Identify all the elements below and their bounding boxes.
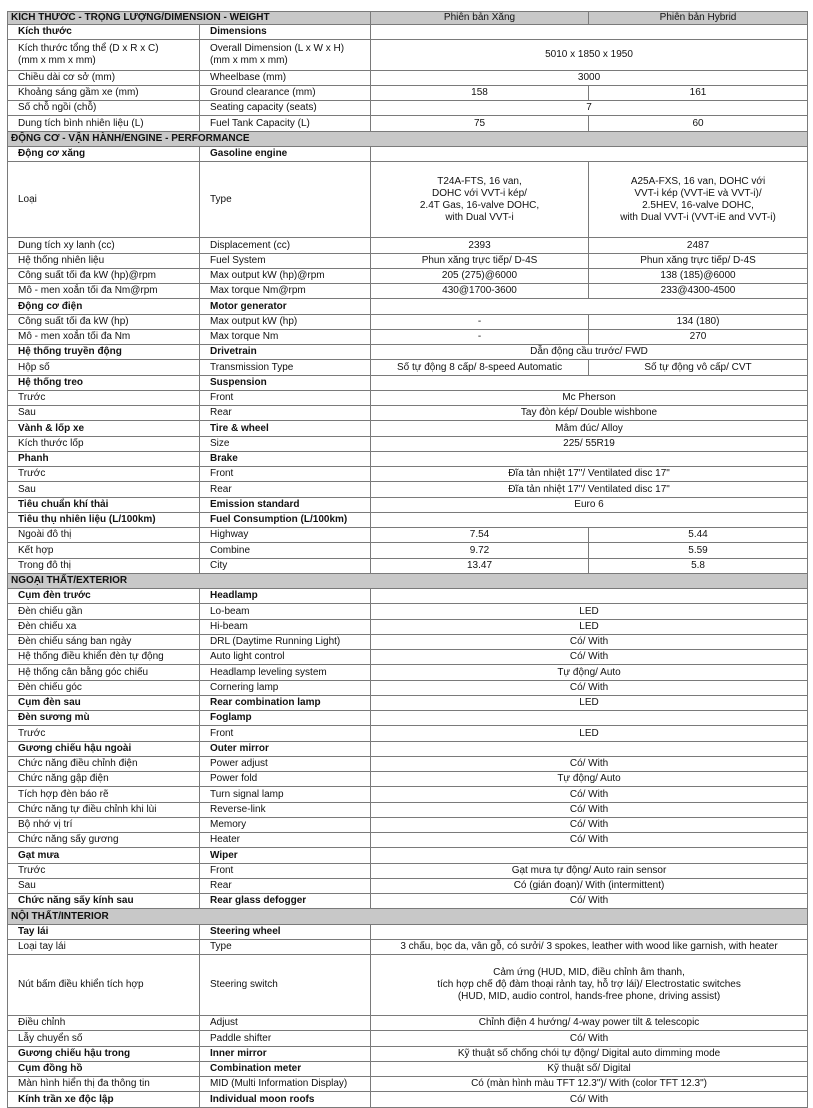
label-english: Adjust <box>200 1016 371 1031</box>
label-vietnamese: Cụm đèn trước <box>8 589 200 604</box>
label-english: Max torque Nm@rpm <box>200 284 371 299</box>
label-vietnamese: Sau <box>8 878 200 893</box>
value-empty <box>371 711 808 726</box>
label-vietnamese: Hệ thống cân bằng góc chiếu <box>8 665 200 680</box>
label-vietnamese: Kết hợp <box>8 543 200 558</box>
value-gasoline: 158 <box>371 85 589 100</box>
value-empty <box>371 848 808 863</box>
label-english: Fuel Consumption (L/100km) <box>200 512 371 527</box>
section-header-row <box>8 573 808 588</box>
spec-row <box>8 1016 808 1031</box>
label-english: MID (Multi Information Display) <box>200 1077 371 1092</box>
value-gasoline: 75 <box>371 116 589 131</box>
value-both: Có/ With <box>371 1092 808 1107</box>
spec-row <box>8 634 808 649</box>
value-gasoline: 7.54 <box>371 528 589 543</box>
value-both: Euro 6 <box>371 497 808 512</box>
value-hybrid: 5.8 <box>589 558 808 573</box>
label-english: Inner mirror <box>200 1046 371 1061</box>
column-header-hybrid: Phiên bản Hybrid <box>589 12 808 25</box>
value-hybrid: Số tự động vô cấp/ CVT <box>589 360 808 375</box>
spec-row <box>8 680 808 695</box>
label-english: Front <box>200 467 371 482</box>
group-row <box>8 589 808 604</box>
value-both: LED <box>371 604 808 619</box>
value-both: Có/ With <box>371 756 808 771</box>
label-english: Steering wheel <box>200 924 371 939</box>
spec-row <box>8 1077 808 1092</box>
label-english: Power fold <box>200 772 371 787</box>
group-row <box>8 512 808 527</box>
group-row <box>8 146 808 161</box>
label-vietnamese: Tích hợp đèn báo rẽ <box>8 787 200 802</box>
label-english: Rear combination lamp <box>200 695 371 710</box>
value-both: LED <box>371 726 808 741</box>
value-both: Mâm đúc/ Alloy <box>371 421 808 436</box>
label-english: Lo-beam <box>200 604 371 619</box>
label-english: Max output kW (hp) <box>200 314 371 329</box>
value-both: Mc Pherson <box>371 390 808 405</box>
label-vietnamese: Kích thước tổng thể (D x R x C) (mm x mm x mm) <box>8 40 200 71</box>
label-vietnamese: Dung tích bình nhiên liệu (L) <box>8 116 200 131</box>
label-vietnamese: Cụm đèn sau <box>8 695 200 710</box>
value-empty <box>371 512 808 527</box>
value-hybrid: 233@4300-4500 <box>589 284 808 299</box>
label-english: Brake <box>200 451 371 466</box>
group-row <box>8 924 808 939</box>
label-vietnamese: Sau <box>8 406 200 421</box>
group-row <box>8 1061 808 1076</box>
label-vietnamese: Hệ thống truyền động <box>8 345 200 360</box>
spec-row <box>8 268 808 283</box>
spec-row <box>8 329 808 344</box>
label-english: Memory <box>200 817 371 832</box>
label-vietnamese: Khoảng sáng gầm xe (mm) <box>8 85 200 100</box>
label-english: Dimensions <box>200 24 371 39</box>
value-gasoline: - <box>371 329 589 344</box>
value-hybrid: 161 <box>589 85 808 100</box>
group-row <box>8 894 808 909</box>
label-vietnamese: Dung tích xy lanh (cc) <box>8 238 200 253</box>
value-empty <box>371 299 808 314</box>
value-hybrid: 134 (180) <box>589 314 808 329</box>
label-english: City <box>200 558 371 573</box>
label-vietnamese: Chức năng điều chỉnh điện <box>8 756 200 771</box>
spec-row <box>8 253 808 268</box>
spec-row <box>8 116 808 131</box>
column-header-gas: Phiên bản Xăng <box>371 12 589 25</box>
value-both: Dẫn động cầu trước/ FWD <box>371 345 808 360</box>
label-vietnamese: Đèn chiếu xa <box>8 619 200 634</box>
section-title: NỘI THẤT/INTERIOR <box>8 909 808 924</box>
label-english: Auto light control <box>200 650 371 665</box>
label-vietnamese: Đèn chiếu sáng ban ngày <box>8 634 200 649</box>
spec-row <box>8 604 808 619</box>
label-vietnamese: Kính trần xe độc lập <box>8 1092 200 1107</box>
spec-row <box>8 1031 808 1046</box>
spec-table-body <box>8 12 808 1108</box>
group-row <box>8 24 808 39</box>
value-empty <box>371 741 808 756</box>
value-gasoline: T24A-FTS, 16 van, DOHC với VVT-i kép/ 2.4T Gas, 16-valve DOHC, with Dual VVT-i <box>371 162 589 238</box>
value-both: Có/ With <box>371 817 808 832</box>
label-english: Size <box>200 436 371 451</box>
label-english: Max output kW (hp)@rpm <box>200 268 371 283</box>
label-english: Displacement (cc) <box>200 238 371 253</box>
spec-row <box>8 787 808 802</box>
spec-row <box>8 436 808 451</box>
label-vietnamese: Nút bấm điều khiển tích hợp <box>8 955 200 1016</box>
label-english: Fuel System <box>200 253 371 268</box>
spec-table <box>7 11 808 1108</box>
label-vietnamese: Đèn sương mù <box>8 711 200 726</box>
spec-row <box>8 162 808 238</box>
label-vietnamese: Chức năng sấy gương <box>8 833 200 848</box>
spec-row <box>8 101 808 116</box>
spec-row <box>8 817 808 832</box>
group-row <box>8 497 808 512</box>
spec-row <box>8 939 808 954</box>
value-gasoline: Số tự động 8 cấp/ 8-speed Automatic <box>371 360 589 375</box>
label-vietnamese: Mô - men xoắn tối đa Nm@rpm <box>8 284 200 299</box>
spec-row <box>8 284 808 299</box>
value-both: 7 <box>371 101 808 116</box>
label-vietnamese: Kích thước lốp <box>8 436 200 451</box>
spec-row <box>8 802 808 817</box>
value-both: Cảm ứng (HUD, MID, điều chỉnh âm thanh, tích hợp chế độ đàm thoại rảnh tay, hỗ trợ lái)/ Electrostatic switches (HUD, MID, audio control, hands-free phone, driving assist) <box>371 955 808 1016</box>
value-both: Có/ With <box>371 833 808 848</box>
value-gasoline: - <box>371 314 589 329</box>
label-vietnamese: Cụm đồng hồ <box>8 1061 200 1076</box>
group-row <box>8 1046 808 1061</box>
section-header-row <box>8 909 808 924</box>
spec-row <box>8 238 808 253</box>
spec-row <box>8 558 808 573</box>
group-row <box>8 375 808 390</box>
value-both: Tự động/ Auto <box>371 772 808 787</box>
label-english: Type <box>200 939 371 954</box>
value-both: 225/ 55R19 <box>371 436 808 451</box>
value-both: LED <box>371 695 808 710</box>
label-vietnamese: Chức năng tự điều chỉnh khi lùi <box>8 802 200 817</box>
group-row <box>8 711 808 726</box>
value-hybrid: 270 <box>589 329 808 344</box>
label-english: Transmission Type <box>200 360 371 375</box>
value-both: Có/ With <box>371 894 808 909</box>
label-vietnamese: Chức năng sấy kính sau <box>8 894 200 909</box>
label-vietnamese: Sau <box>8 482 200 497</box>
label-vietnamese: Công suất tối đa kW (hp)@rpm <box>8 268 200 283</box>
label-english: Overall Dimension (L x W x H) (mm x mm x mm) <box>200 40 371 71</box>
label-english: Fuel Tank Capacity (L) <box>200 116 371 131</box>
value-gasoline: 430@1700-3600 <box>371 284 589 299</box>
value-both: Có/ With <box>371 787 808 802</box>
group-row <box>8 421 808 436</box>
spec-row <box>8 406 808 421</box>
label-english: Steering switch <box>200 955 371 1016</box>
label-english: Headlamp leveling system <box>200 665 371 680</box>
label-vietnamese: Trước <box>8 390 200 405</box>
label-vietnamese: Gương chiếu hậu ngoài <box>8 741 200 756</box>
label-vietnamese: Hệ thống điều khiển đèn tự động <box>8 650 200 665</box>
label-vietnamese: Chiều dài cơ sở (mm) <box>8 70 200 85</box>
label-english: Rear <box>200 482 371 497</box>
label-english: Ground clearance (mm) <box>200 85 371 100</box>
label-english: Heater <box>200 833 371 848</box>
value-hybrid: 138 (185)@6000 <box>589 268 808 283</box>
label-english: DRL (Daytime Running Light) <box>200 634 371 649</box>
group-row <box>8 848 808 863</box>
group-row <box>8 451 808 466</box>
label-english: Combine <box>200 543 371 558</box>
value-empty <box>371 451 808 466</box>
label-english: Wiper <box>200 848 371 863</box>
label-english: Suspension <box>200 375 371 390</box>
spec-row <box>8 619 808 634</box>
label-vietnamese: Chức năng gập điện <box>8 772 200 787</box>
label-vietnamese: Trước <box>8 467 200 482</box>
label-vietnamese: Tiêu thụ nhiên liệu (L/100km) <box>8 512 200 527</box>
spec-row <box>8 863 808 878</box>
spec-row <box>8 665 808 680</box>
value-empty <box>371 924 808 939</box>
group-row <box>8 345 808 360</box>
label-english: Combination meter <box>200 1061 371 1076</box>
spec-row <box>8 955 808 1016</box>
label-english: Wheelbase (mm) <box>200 70 371 85</box>
spec-row <box>8 482 808 497</box>
label-english: Max torque Nm <box>200 329 371 344</box>
value-both: Đĩa tản nhiệt 17"/ Ventilated disc 17" <box>371 467 808 482</box>
label-vietnamese: Trước <box>8 726 200 741</box>
value-gasoline: Phun xăng trực tiếp/ D-4S <box>371 253 589 268</box>
value-both: 5010 x 1850 x 1950 <box>371 40 808 71</box>
spec-row <box>8 40 808 71</box>
label-english: Gasoline engine <box>200 146 371 161</box>
value-both: Có/ With <box>371 1031 808 1046</box>
label-vietnamese: Động cơ xăng <box>8 146 200 161</box>
value-gasoline: 205 (275)@6000 <box>371 268 589 283</box>
label-english: Rear <box>200 406 371 421</box>
label-english: Foglamp <box>200 711 371 726</box>
value-both: 3 chấu, bọc da, vân gỗ, có sưởi/ 3 spokes, leather with wood like garnish, with heater <box>371 939 808 954</box>
label-vietnamese: Gương chiếu hậu trong <box>8 1046 200 1061</box>
label-english: Seating capacity (seats) <box>200 101 371 116</box>
label-english: Highway <box>200 528 371 543</box>
label-vietnamese: Số chỗ ngồi (chỗ) <box>8 101 200 116</box>
label-english: Rear <box>200 878 371 893</box>
value-hybrid: Phun xăng trực tiếp/ D-4S <box>589 253 808 268</box>
label-vietnamese: Loại <box>8 162 200 238</box>
value-gasoline: 13.47 <box>371 558 589 573</box>
value-both: Có/ With <box>371 650 808 665</box>
label-vietnamese: Hệ thống nhiên liệu <box>8 253 200 268</box>
label-vietnamese: Tay lái <box>8 924 200 939</box>
value-both: Có/ With <box>371 802 808 817</box>
spec-row <box>8 878 808 893</box>
label-english: Drivetrain <box>200 345 371 360</box>
spec-row <box>8 528 808 543</box>
value-hybrid: A25A-FXS, 16 van, DOHC với VVT-i kép (VVT-iE và VVT-i)/ 2.5HEV, 16-valve DOHC, with Dual VVT-i (VVT-iE and VVT-i) <box>589 162 808 238</box>
value-hybrid: 5.44 <box>589 528 808 543</box>
section-title: NGOẠI THẤT/EXTERIOR <box>8 573 808 588</box>
value-both: Có/ With <box>371 680 808 695</box>
group-row <box>8 1092 808 1107</box>
label-vietnamese: Trước <box>8 863 200 878</box>
label-english: Motor generator <box>200 299 371 314</box>
label-vietnamese: Tiêu chuẩn khí thải <box>8 497 200 512</box>
value-hybrid: 60 <box>589 116 808 131</box>
label-vietnamese: Động cơ điện <box>8 299 200 314</box>
value-both: 3000 <box>371 70 808 85</box>
spec-row <box>8 70 808 85</box>
spec-row <box>8 543 808 558</box>
group-row <box>8 695 808 710</box>
label-vietnamese: Đèn chiếu góc <box>8 680 200 695</box>
value-hybrid: 5.59 <box>589 543 808 558</box>
value-gasoline: 9.72 <box>371 543 589 558</box>
value-both: Kỹ thuật số/ Digital <box>371 1061 808 1076</box>
label-vietnamese: Lẫy chuyển số <box>8 1031 200 1046</box>
label-english: Front <box>200 390 371 405</box>
label-vietnamese: Loại tay lái <box>8 939 200 954</box>
label-vietnamese: Điều chỉnh <box>8 1016 200 1031</box>
group-row <box>8 741 808 756</box>
label-english: Rear glass defogger <box>200 894 371 909</box>
group-row <box>8 299 808 314</box>
label-english: Front <box>200 863 371 878</box>
label-english: Tire & wheel <box>200 421 371 436</box>
label-vietnamese: Màn hình hiển thị đa thông tin <box>8 1077 200 1092</box>
label-vietnamese: Bộ nhớ vị trí <box>8 817 200 832</box>
label-english: Paddle shifter <box>200 1031 371 1046</box>
section-title: KÍCH THƯỚC - TRỌNG LƯỢNG/DIMENSION - WEIGHT <box>8 12 371 25</box>
spec-row <box>8 772 808 787</box>
value-both: Có (gián đoạn)/ With (intermittent) <box>371 878 808 893</box>
spec-row <box>8 85 808 100</box>
spec-row <box>8 650 808 665</box>
label-vietnamese: Kích thước <box>8 24 200 39</box>
value-both: Có (màn hình màu TFT 12.3")/ With (color TFT 12.3") <box>371 1077 808 1092</box>
label-english: Front <box>200 726 371 741</box>
spec-row <box>8 833 808 848</box>
value-both: Tay đòn kép/ Double wishbone <box>371 406 808 421</box>
value-hybrid: 2487 <box>589 238 808 253</box>
value-empty <box>371 589 808 604</box>
value-both: Đĩa tản nhiệt 17"/ Ventilated disc 17" <box>371 482 808 497</box>
label-english: Turn signal lamp <box>200 787 371 802</box>
label-english: Reverse-link <box>200 802 371 817</box>
value-both: LED <box>371 619 808 634</box>
label-vietnamese: Mô - men xoắn tối đa Nm <box>8 329 200 344</box>
value-both: Chỉnh điện 4 hướng/ 4-way power tilt & telescopic <box>371 1016 808 1031</box>
value-empty <box>371 146 808 161</box>
label-english: Type <box>200 162 371 238</box>
label-vietnamese: Công suất tối đa kW (hp) <box>8 314 200 329</box>
label-english: Emission standard <box>200 497 371 512</box>
label-vietnamese: Phanh <box>8 451 200 466</box>
label-vietnamese: Đèn chiếu gần <box>8 604 200 619</box>
label-vietnamese: Trong đô thị <box>8 558 200 573</box>
label-english: Individual moon roofs <box>200 1092 371 1107</box>
spec-row <box>8 756 808 771</box>
value-gasoline: 2393 <box>371 238 589 253</box>
value-both: Kỹ thuật số chống chói tự động/ Digital auto dimming mode <box>371 1046 808 1061</box>
value-empty <box>371 375 808 390</box>
spec-row <box>8 314 808 329</box>
value-both: Tự động/ Auto <box>371 665 808 680</box>
label-vietnamese: Ngoài đô thị <box>8 528 200 543</box>
value-both: Có/ With <box>371 634 808 649</box>
label-vietnamese: Hệ thống treo <box>8 375 200 390</box>
label-vietnamese: Vành & lốp xe <box>8 421 200 436</box>
section-title: ĐỘNG CƠ - VẬN HÀNH/ENGINE - PERFORMANCE <box>8 131 808 146</box>
section-header-row <box>8 131 808 146</box>
label-english: Outer mirror <box>200 741 371 756</box>
spec-row <box>8 726 808 741</box>
value-empty <box>371 24 808 39</box>
label-english: Power adjust <box>200 756 371 771</box>
label-english: Hi-beam <box>200 619 371 634</box>
label-vietnamese: Hộp số <box>8 360 200 375</box>
spec-row <box>8 467 808 482</box>
label-vietnamese: Gạt mưa <box>8 848 200 863</box>
value-both: Gạt mưa tự động/ Auto rain sensor <box>371 863 808 878</box>
section-header-row <box>8 12 808 25</box>
label-english: Cornering lamp <box>200 680 371 695</box>
spec-row <box>8 390 808 405</box>
label-english: Headlamp <box>200 589 371 604</box>
spec-row <box>8 360 808 375</box>
